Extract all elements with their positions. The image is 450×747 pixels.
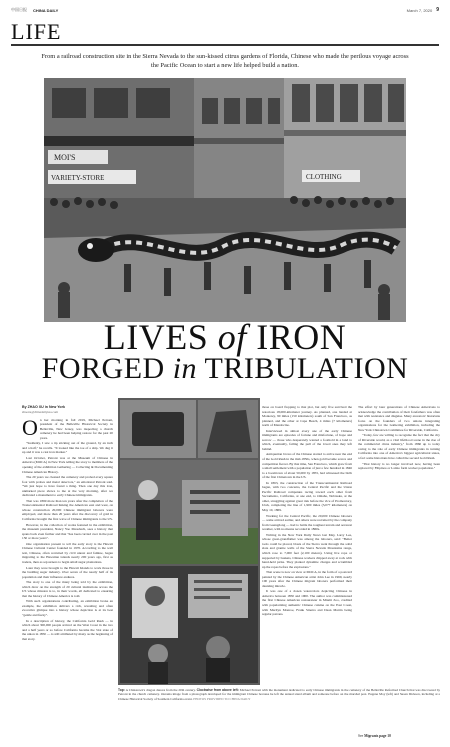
article-paragraph: That was 1869 more than ten years after the completion of the Transcontinental Railroad linking the American east and west, on whose construction 20,000 Chinese immigrant laborers were employed, and more than 20 years after the discovery of gold in California brought the first wave of Chinese immigrants to the US. xyxy=(22,498,113,522)
article-paragraph: That scene is now on view at MOCA, in the form of a postcard painted by the Chinese American artist John Lee in 1969, nearly 100 years after the Chinese migrant laborers performed their daunting miracle. xyxy=(262,570,352,588)
article-paragraph: With such organizations contributing, an exhibition broke an example, the exhibition delivers a rich, revealing and often evocative glimpse into a history whose depiction is at its best "gentle and fuzzy". xyxy=(22,599,113,617)
article-paragraph: The effort by later generations of Chinese Americans to acknowledge the contribution of their forefathers was often met with resistance and disguise. Many ancestors' historians focus on the founders of two unions integrating organizations for the Gathering exhibition, including the New York Chinatown Committee for Riverside, California. xyxy=(358,405,440,432)
article-paragraph: "Suddenly, I saw a tip sticking out of the ground, by an inch and a half," he recalls. "It looked like the toe of a ship. We dug it up and it was a cast iron marker." xyxy=(22,441,113,455)
article-paragraph: those on board flopping to that plot, but only five survived the notorious 18,000-kilometer journey. As planned, one landed at Monterey, 90 miles (150 kilometers) south of San Francisco, as planned, and the other at Cape Beach, 4 miles (7 kilometers) north of Mendocino. xyxy=(262,405,352,428)
article-paragraph: In 1863, the construction of the Transcontinental Railroad began, with two concerns, the Central Pacific and the Union Pacific Railroad companies racing toward each other from Sacramento, California, at one end, to Omaha, Nebraska, at the other, struggling against great risk before the vice of Promontory, Utah, completing the line of 1,900 miles (3,077 kilometers) on May 10, 1869. xyxy=(262,480,352,513)
photo-caption xyxy=(118,688,440,701)
caption-clockwise-label: Clockwise from above left: xyxy=(196,688,239,692)
caption-top-label: Top: xyxy=(118,688,125,692)
article-paragraph: On her morning in fall 2019, Michael Petroni, president of the Belleville Historical Society in Belleville, New Jersey, was inspecting a church cemetery he had been helping restore for the past 20 years. xyxy=(22,414,113,440)
article-paragraph: Antiquarian brows of the Chinese started to arrive near the end of the Gold Rush in the mid-1850s, when gold became scarce and competition fiercer. By that time, San Francisco, which grew from a small settlement with a population of just a few hundred in 1846 to a boomtown of about 50,000 by 1855, had witnessed the birth of the first Chinatown in the US. xyxy=(262,452,353,480)
jump-target[interactable]: Migrants page 10 xyxy=(364,734,391,738)
jump-line[interactable] xyxy=(358,734,391,738)
article-column-4 xyxy=(358,405,440,472)
article-paragraph: Working for the Central Pacific, the 20,000 Chinese laborers — some arrived earlier, and others were recruited by the company from Guangdong — had to battle the toughest terrain and severest weather, with no means recorded in 1860s. xyxy=(262,513,352,532)
headline-word-forged: FORGED xyxy=(41,352,165,385)
inset-photo-collage xyxy=(118,398,260,685)
dragon-dance-photo-image xyxy=(44,78,406,322)
headline-word-of: of xyxy=(217,317,247,357)
page-number: 9 xyxy=(436,7,439,13)
article-paragraph: However, in the collection of works featured in the exhibition, the museum president, Nancy Yao Maasbach, sees a history that spans back even further and that "has been carried over in the past 150 or more years". xyxy=(22,522,113,541)
byline: By ZHAO XU in New York xyxy=(22,405,65,409)
masthead-date: March 7, 2020 xyxy=(406,7,433,13)
article-paragraph: It was one of a dozen watercolors depicting Chinese in America between 1850 and 1900. The author was commissioned the first Chinese American restaurateur in Miami Zoo, credited with popularizing authentic Chinese cuisine on the East Coast, with Marilyn Monroe, Frank Sinatra and Dean Martin being regular patrons. xyxy=(262,589,352,617)
article-paragraph: Later they were brought to the Hawaii Islands to work those in the budding sugar industry. Over seven of the nearly half of its population and their influence endures. xyxy=(22,565,113,579)
article-paragraph: "That history is no longer involved now, having been replaced by Filipinos or Latino farm worker population." xyxy=(358,461,440,471)
photo-credit: PHOTOS PROVIDED TO CHINA DAILY xyxy=(193,696,251,701)
inset-photos-image xyxy=(118,398,260,685)
headline-word-iron: IRON xyxy=(256,317,347,357)
article-column-3 xyxy=(262,405,352,618)
article-paragraph: One organization present to tell the early story is the Hawaii Chinese Cultural Center founded in 1970. According to the wall text, Chinese, often recruited by civil unrest and famine, began migrating to the Hawaiian islands nearly 200 years ago, first as traders, then as sojourners to begin small sugar plantations. xyxy=(22,541,113,564)
masthead-date-cn: 中国日报 xyxy=(11,7,27,12)
jump-label: See xyxy=(358,734,364,738)
article-paragraph: The story is one of the many being told by the exhibition, which drew on the strength of 20 cultural institutions across the US whose mission is to, in their words, all dedicated to ensuring that the history of Chinese America is told. xyxy=(22,580,113,598)
article-paragraph: Writing in the New York Daily News last May, Larry Lee, whose great-grandfather was among the laborers, said: "Better tools could be placed, blasts of the Sierra went through the solid slate and granite walls of the Sierra Nevada Mountains range, which rose to 7,000 feet (2,100 meters). Using live rope or supported by baskets, Chinese workers chipped away at rock with hand-held picks. They planted dynamite charges and scrambled up the ropes before the explosions." xyxy=(262,532,352,569)
caption-top-text: A Chinatown's dragon dances from the 20th century. xyxy=(125,688,196,692)
svg-text:MOI'S: MOI'S xyxy=(54,153,76,162)
svg-text:CLOTHING: CLOTHING xyxy=(306,173,342,181)
masthead xyxy=(11,4,439,16)
deck-text: From a railroad construction site in the Sierra Nevada to the sun-kissed citrus gardens of Florida, Chinese who made the perilous voyage across the Pacific Ocean to start a new life helped build a nation. xyxy=(41,53,409,69)
masthead-publication: CHINA DAILY xyxy=(33,7,59,13)
headline-word-tribulation: TRIBULATION xyxy=(204,352,409,385)
drop-cap: O xyxy=(22,414,38,440)
article-paragraph: "Today, few are willing to recognize the fact that the city of Riverside would, as a vital lifeblood scene in the rise of the commercial citrus industry," from 1860 up to today owing to the role of early Chinese immigrants in turning California into one of America's biggest agricultural states, a fact some historians have called the second Gold Rush. xyxy=(358,433,440,461)
author-email: zhaoxu@chinadailyusa.com xyxy=(22,410,58,414)
svg-text:VARIETY-STORE: VARIETY-STORE xyxy=(51,174,105,182)
article-paragraph: Interviewed in almost every one of the early Chinese immigrants are episodes of fortune and misfortune, of hope and sorrow — those who desperately wanted a foothold in a land to which, eventually, failing the pull of the loved ones they left behind. xyxy=(262,428,352,451)
article-paragraph: Last October, Petroni was at the Museum of Chinese in America (MOCA) in New York telling the story to members of the opening of the exhibition Gathering — Collecting & Documenting Chinese American History. xyxy=(22,455,113,474)
article-paragraph: In a description of history, the California Gold Rush — in which about 300,000 people arrived on the West Coast in the two and a half years or so before California became the 31st state of the union in 1850 — is still attributed by many as the beginning of that story. xyxy=(22,618,113,641)
headline-word-in: in xyxy=(172,352,198,385)
section-divider xyxy=(11,44,439,46)
headline-line-2 xyxy=(0,352,450,386)
section-title: LIFE xyxy=(11,19,62,44)
top-photo-dragon-dance xyxy=(44,78,406,322)
caption-clockwise-text: Michael Petroni with the monument dedicated to early Chinese immigrants in the cemetery of the Belleville Reformed Church that was discovered by Petroni in the church cemetery. Ourania image from a photograph developed for the immigrant Chinese because he left the annual stand album and someone before on the marshal post. Eugene Moy (left) and Susan Dickson, including at a Chinese Historical Society of Southern California event. xyxy=(118,688,441,701)
article-paragraph: The 20 years we cleaned the cemetery and probed every square foot with probes and metal detectors," an emotional Petroni said. "We just hope to have found a thing. Then one day this iron, unmarked piece shows to me at the very morning, after we dedicated a monument to early Chinese immigrants. xyxy=(22,475,113,498)
article-column-1 xyxy=(22,405,113,642)
headline-word-lives: LIVES xyxy=(103,317,209,357)
